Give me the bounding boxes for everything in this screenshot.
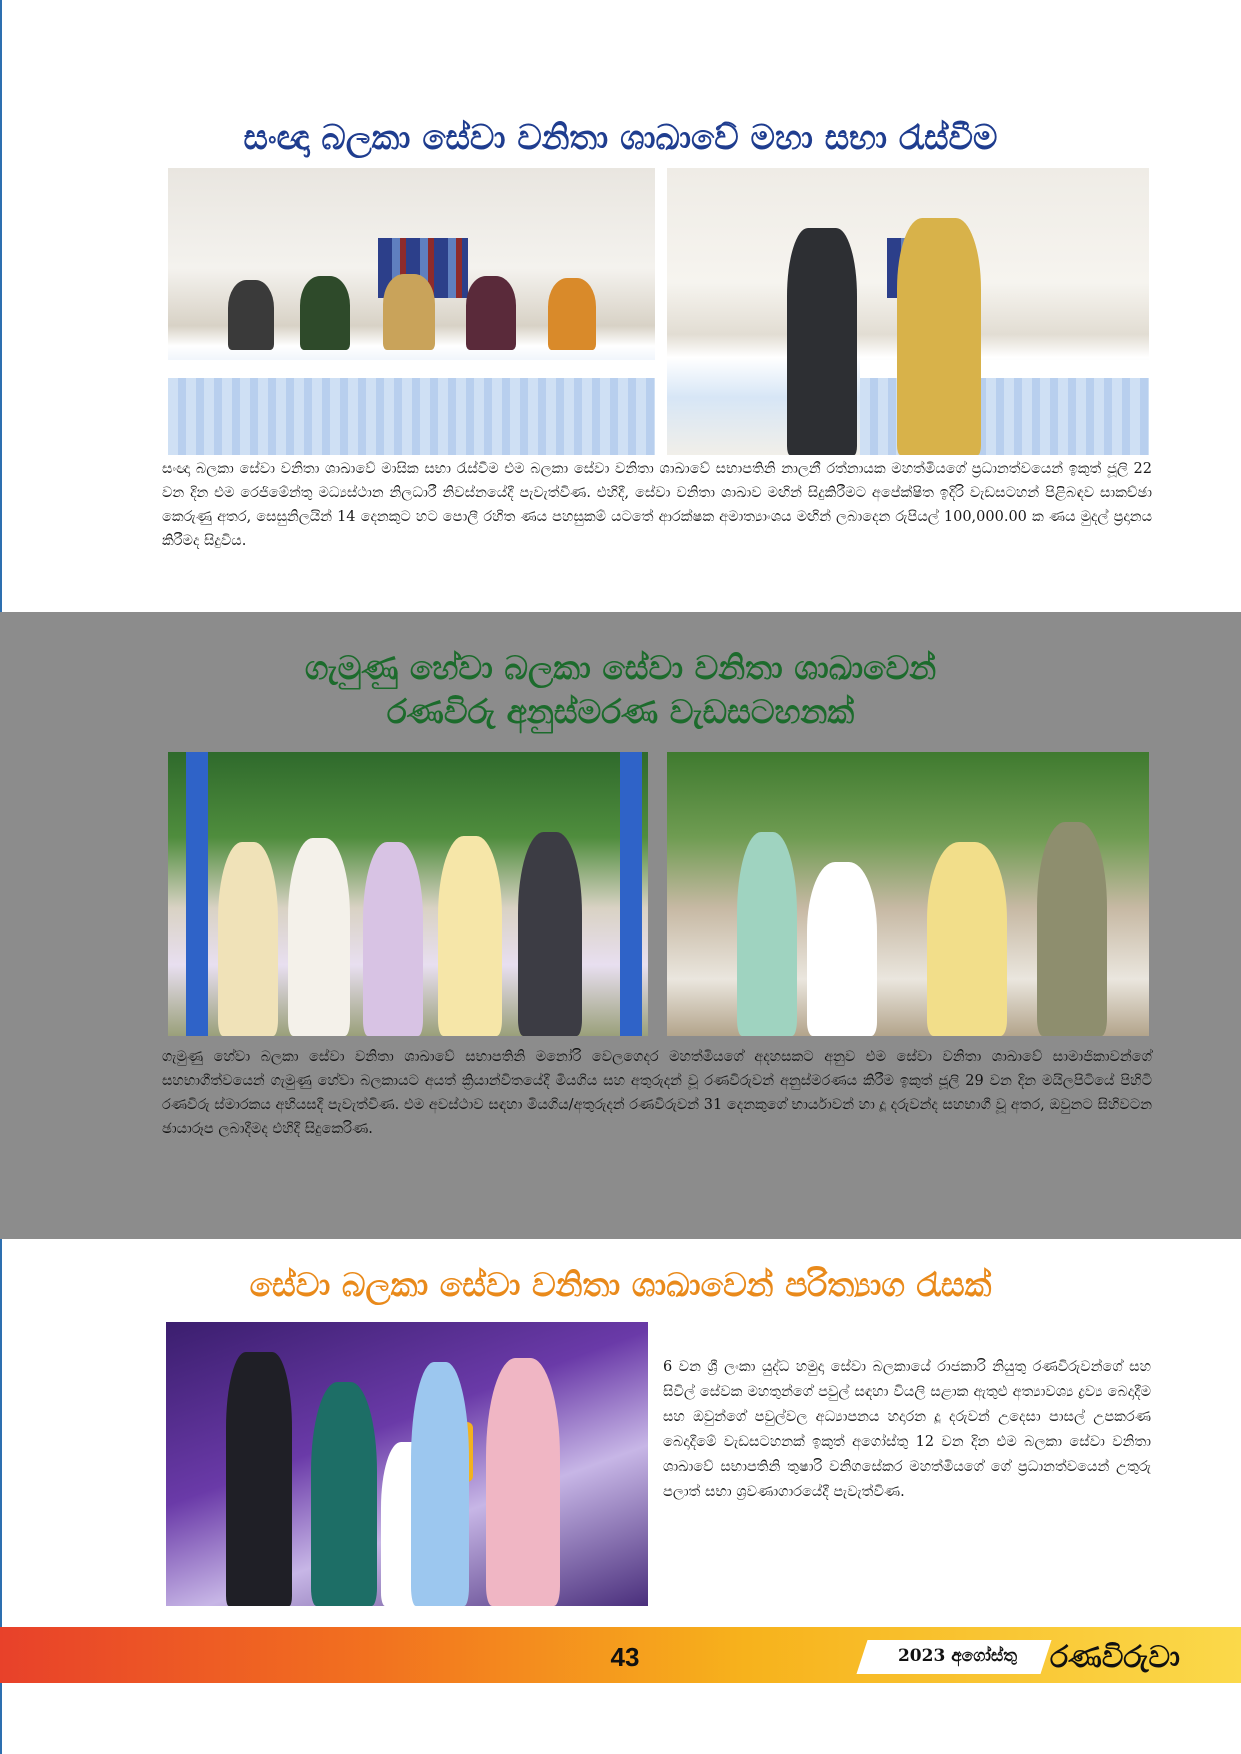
person-figure (548, 278, 596, 350)
person-figure (466, 276, 516, 350)
person-figure (311, 1382, 377, 1606)
section2-title-line1: ගැමුණු හේවා බලකා සේවා වනිතා ශාඛාවෙන් (304, 648, 937, 687)
section1-paragraph: සංඥා බලකා සේවා වනිතා ශාඛාවේ මාසික සභා රැස්වීම එම බලකා සේවා වනිතා ශාඛාවේ සභාපතිනි නාලනී රත්නායක මහත්මියගේ ප්‍රධානත්වයෙන් ඉකුත් ජූලි 22 වන දින එම රෙජිමේන්තු මධ්‍යස්ථාන නිලධාරී නිවස්නයේදී පැවැත්විණ. එහිදී, සේවා වනිතා ශාඛාව මඟින් සිදුකිරීමට අපේක්ෂිත ඉදිරි වැඩසටහන් පිළිබඳව සාකච්ඡා කෙරුණු අතර, සෙසුනිලයින් 14 දෙනකුට හට පොලී රහිත ණය පහසුකම් යටතේ ආරක්ෂක අමාත්‍යාංශය මඟින් ලබාදෙන රුපියල් 100,000.00 ක ණය මුදල් ප්‍රදානය කිරීමද සිදුවිය. (162, 461, 1152, 549)
person-figure (518, 832, 582, 1036)
section1-title: සංඥා බලකා සේවා වනිතා ශාඛාවේ මහා සභා රැස්වීම (243, 118, 998, 158)
person-figure (218, 842, 278, 1036)
person-figure (486, 1358, 560, 1606)
soldier-figure (787, 228, 857, 455)
memorial-attendees-photo (168, 752, 648, 1036)
rock-shape (1037, 822, 1107, 1036)
person-figure (438, 836, 502, 1036)
meeting-panel-photo (168, 168, 655, 455)
person-figure (288, 838, 350, 1036)
head-table (168, 360, 655, 455)
donation-photo (166, 1322, 648, 1606)
person-figure (300, 276, 350, 350)
section3-title: සේවා බලකා සේවා වනිතා ශාඛාවෙන් පරිත්‍යාග රැසක් (249, 1265, 992, 1304)
person-figure (363, 842, 423, 1036)
issue-date: 2023 අගෝස්තු (897, 1646, 1018, 1666)
chairperson-figure (897, 218, 981, 455)
blue-pillar (186, 752, 208, 1036)
loan-handover-photo (667, 168, 1149, 455)
person-figure (737, 832, 797, 1036)
section2-paragraph: ගැමුණු හේවා බලකා සේවා වනිතා ශාඛාවේ සභාපතිනි මනෝරි වෙලගෙදර මහත්මියගේ අදහසකට අනුව එම සේවා වනිතා ශාඛාවේ සාමාජිකාවන්ගේ සහභාගීත්වයෙන් ගැමුණු හේවා බලකායට අයත් ක්‍රියාන්විතයේදී මියගිය සහ අතුරුදන් වූ රණවිරුවන් අනුස්මරණය කිරීම ඉකුත් ජූලි 29 වන දින මයිලපිටියේ පිහිටි රණවිරු ස්මාරකය අභියසදී පැවැත්විණ. එම අවස්ථාව සඳහා මියගිය/අතුරුදන් රණවිරුවන් 31 දෙනකුගේ භාර්යාවන් හා දූ දරුවන්ද සහභාගී වූ අතර, ඔවුනට සිහිවටන ඡායාරූප ලබාදීමද එහිදී සිදුකෙරිණ. (162, 1049, 1152, 1137)
page-number: 43 (610, 1642, 640, 1672)
person-figure (383, 274, 435, 350)
person-figure (228, 280, 274, 350)
soldier-figure (226, 1352, 292, 1606)
blue-pillar (620, 752, 642, 1036)
person-figure (927, 842, 1007, 1036)
section3-paragraph: 6 වන ශ්‍රී ලංකා යුද්ධ හමුදා සේවා බලකායේ රාජකාරි නියුතු රණවිරුවන්ගේ සහ සිවිල් සේවක මහතුන්ගේ පවුල් සඳහා වියලි සළාක ඇතුළු අත්‍යාවශ්‍ය ද්‍රව්‍ය බෙදාදීම සහ ඔවුන්ගේ පවුල්වල අධ්‍යාපනය හදාරන දූ දරුවන් උදෙසා පාසල් උපකරණ බෙදාදීමේ වැඩසටහනක් ඉකුත් අගෝස්තු 12 වන දින එම බලකා සේවා වනිතා ශාඛාවේ සභාපතිනි තුෂාරි වනිගසේකර මහත්මියගේ ගේ ප්‍රධානත්වයෙන් උතුරු පලාත් සභා ශ්‍රවණාගාරයේදී පැවැත්විණ. (663, 1359, 1151, 1500)
memorial-greeting-photo (667, 752, 1149, 1036)
person-figure (807, 862, 877, 1036)
section2-title-line2: රණවිරු අනුස්මරණ වැඩසටහනක් (386, 692, 855, 731)
magazine-logo: රණවිරුවා (1050, 1640, 1180, 1675)
person-figure (411, 1362, 469, 1606)
